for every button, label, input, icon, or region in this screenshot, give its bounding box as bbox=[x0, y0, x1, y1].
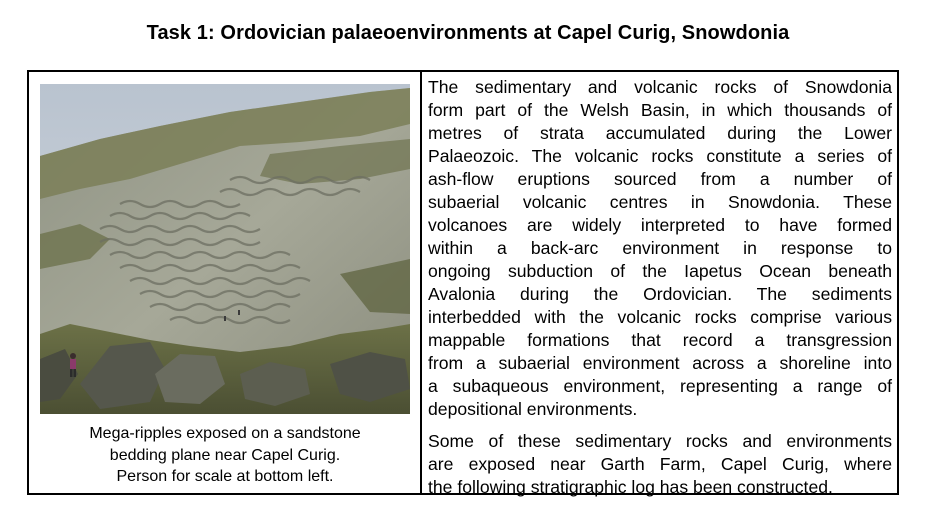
text-line: ongoing subduction of the Iapetus Ocean beneath bbox=[428, 261, 892, 281]
text-line: form part of the Welsh Basin, in which thousands of bbox=[428, 100, 892, 120]
content-box bbox=[27, 70, 899, 495]
text-line: the following stratigraphic log has been constructed. bbox=[428, 477, 833, 497]
text-line: The sedimentary and volcanic rocks of Snowdonia bbox=[428, 77, 892, 97]
text-line: a subaqueous environment, representing a range of bbox=[428, 376, 892, 396]
paragraph-2 bbox=[428, 430, 892, 499]
photo-caption bbox=[35, 423, 415, 488]
text-line: Avalonia during the Ordovician. The sediments bbox=[428, 284, 892, 304]
text-line: volcanoes are widely interpreted to have formed bbox=[428, 215, 892, 235]
text-line: Some of these sedimentary rocks and environments bbox=[428, 431, 892, 451]
text-line: metres of strata accumulated during the Lower bbox=[428, 123, 892, 143]
text-line: ash-flow eruptions sourced from a number of bbox=[428, 169, 892, 189]
caption-line: Mega-ripples exposed on a sandstone bbox=[89, 425, 361, 442]
text-line: Palaeozoic. The volcanic rocks constitute a series of bbox=[428, 146, 892, 166]
mega-ripples-photo bbox=[40, 84, 410, 414]
caption-line: Person for scale at bottom left. bbox=[116, 468, 334, 485]
text-line: within a back-arc environment in response to bbox=[428, 238, 892, 258]
body-text bbox=[428, 76, 892, 499]
page-title: Task 1: Ordovician palaeoenvironments at Capel Curig, Snowdonia bbox=[146, 22, 790, 44]
text-line: from a subaerial environment across a shoreline into bbox=[428, 353, 892, 373]
text-line: depositional environments. bbox=[428, 399, 638, 419]
paragraph-1 bbox=[428, 76, 892, 421]
caption-line: bedding plane near Capel Curig. bbox=[109, 446, 341, 464]
text-line: interbedded with the volcanic rocks comprise various bbox=[428, 307, 892, 327]
text-line: subaerial volcanic centres in Snowdonia. These bbox=[428, 192, 892, 212]
text-line: are exposed near Garth Farm, Capel Curig, where bbox=[428, 454, 892, 474]
column-divider bbox=[420, 72, 422, 493]
text-line: mappable formations that record a transgression bbox=[428, 330, 892, 350]
